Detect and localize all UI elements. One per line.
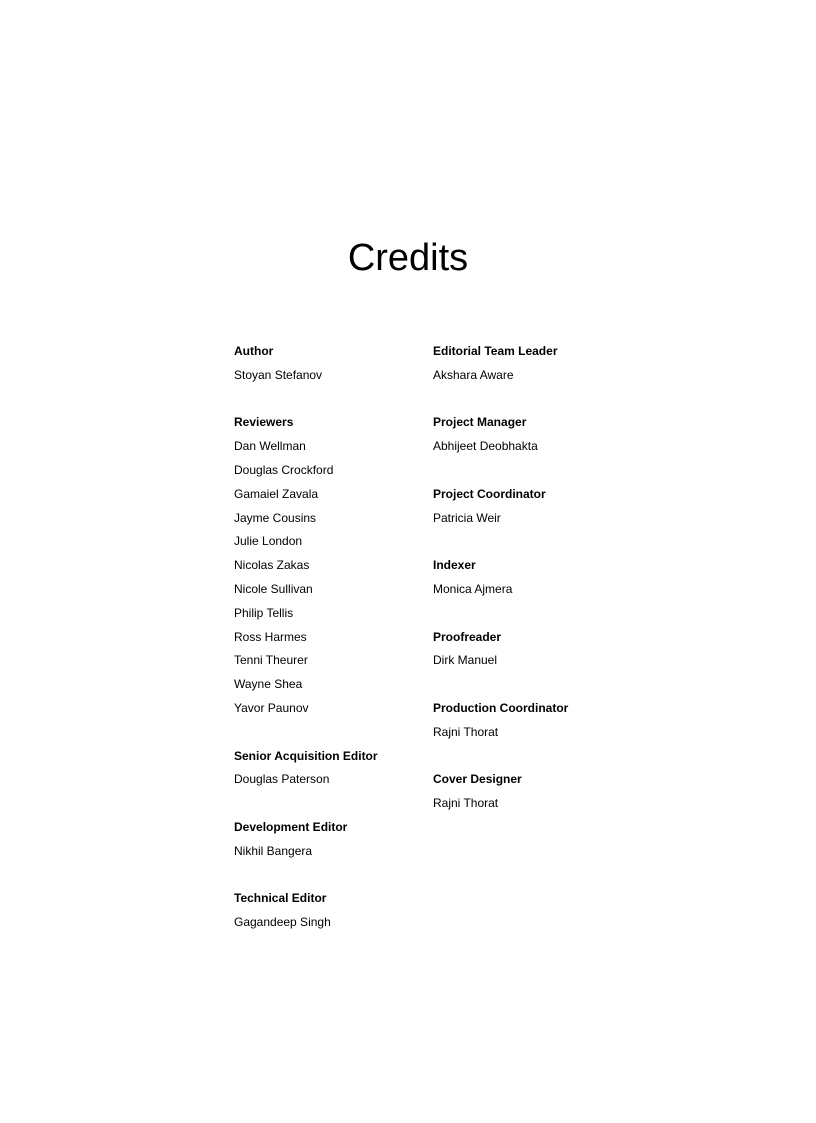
section-heading: Indexer bbox=[433, 558, 476, 573]
credits-right-column bbox=[433, 340, 623, 840]
section-heading: Project Coordinator bbox=[433, 486, 546, 501]
section-heading: Reviewers bbox=[234, 415, 294, 430]
credit-name: Douglas Crockford bbox=[234, 462, 334, 477]
credit-name: Dirk Manuel bbox=[433, 653, 498, 668]
section-heading: Technical Editor bbox=[234, 891, 327, 906]
credit-name: Nikhil Bangera bbox=[234, 843, 313, 858]
credit-name: Yavor Paunov bbox=[234, 700, 309, 715]
credit-section-cover-designer bbox=[433, 768, 623, 816]
credits-left-column bbox=[234, 340, 424, 959]
credit-section-technical-editor bbox=[234, 887, 424, 935]
credit-name: Monica Ajmera bbox=[433, 581, 513, 596]
credit-section-senior-acquisition-editor bbox=[234, 745, 424, 793]
credit-name: Julie London bbox=[234, 534, 303, 549]
section-heading: Project Manager bbox=[433, 415, 527, 430]
credit-section-project-manager bbox=[433, 411, 623, 459]
credit-section-indexer bbox=[433, 554, 623, 602]
section-heading: Production Coordinator bbox=[433, 700, 569, 715]
section-heading: Author bbox=[234, 344, 274, 358]
credit-section-editorial-team-leader bbox=[433, 340, 623, 388]
credit-section-author bbox=[234, 340, 424, 388]
credit-name: Wayne Shea bbox=[234, 677, 303, 692]
section-heading: Cover Designer bbox=[433, 772, 522, 787]
credit-name: Rajni Thorat bbox=[433, 724, 499, 739]
section-heading: Development Editor bbox=[234, 819, 348, 834]
credit-name: Tenni Theurer bbox=[234, 653, 308, 668]
page-title: Credits bbox=[347, 237, 469, 279]
credit-name: Jayme Cousins bbox=[234, 510, 317, 525]
credit-name: Patricia Weir bbox=[433, 510, 501, 525]
credit-name: Gamaiel Zavala bbox=[234, 486, 319, 501]
credit-name: Rajni Thorat bbox=[433, 796, 499, 811]
credit-name: Dan Wellman bbox=[234, 439, 306, 454]
section-heading: Proofreader bbox=[433, 629, 502, 644]
credit-name: Abhijeet Deobhakta bbox=[433, 439, 538, 454]
credit-name: Stoyan Stefanov bbox=[234, 367, 323, 382]
credit-section-reviewers bbox=[234, 411, 424, 720]
credit-name: Nicole Sullivan bbox=[234, 581, 313, 596]
credit-section-project-coordinator bbox=[433, 483, 623, 531]
credit-name: Gagandeep Singh bbox=[234, 915, 331, 930]
section-heading: Senior Acquisition Editor bbox=[234, 748, 378, 763]
credit-name: Philip Tellis bbox=[234, 605, 294, 620]
credit-name: Akshara Aware bbox=[433, 367, 514, 382]
credit-name: Douglas Paterson bbox=[234, 772, 330, 787]
credit-name: Nicolas Zakas bbox=[234, 558, 310, 573]
credit-section-production-coordinator bbox=[433, 697, 623, 745]
section-heading: Editorial Team Leader bbox=[433, 344, 558, 358]
credit-section-proofreader bbox=[433, 626, 623, 674]
credit-name: Ross Harmes bbox=[234, 629, 307, 644]
credit-section-development-editor bbox=[234, 816, 424, 864]
